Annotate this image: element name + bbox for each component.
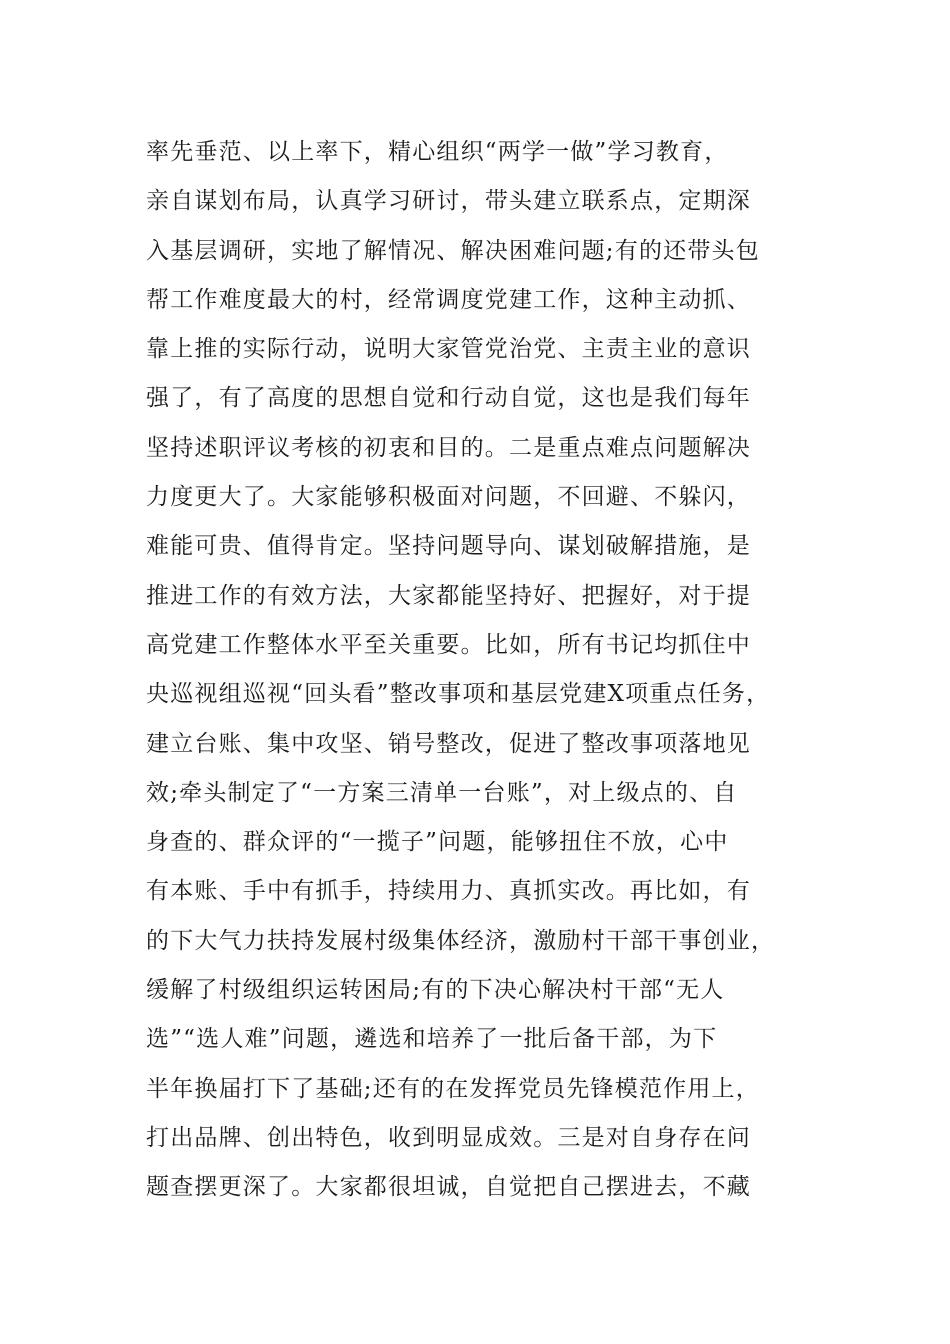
text-line: 坚持述职评议考核的初衷和目的。二是重点难点问题解决 (146, 434, 751, 461)
text-line: 题查摆更深了。大家都很坦诚，自觉把自己摆进去，不藏 (146, 1174, 751, 1201)
text-line: 力度更大了。大家能够积极面对问题，不回避、不躲闪， (146, 484, 751, 511)
text-line: 缓解了村级组织运转困局;有的下决心解决村干部“无人 (146, 977, 725, 1004)
text-line: 有本账、手中有抓手，持续用力、真抓实改。再比如，有 (146, 878, 751, 905)
body-text (146, 128, 846, 1213)
text-line: 帮工作难度最大的村，经常调度党建工作，这种主动抓、 (146, 286, 751, 313)
text-line: 打出品牌、创出特色，收到明显成效。三是对自身存在问 (146, 1124, 751, 1151)
text-line: 效;牵头制定了“一方案三清单一台账”，对上级点的、自 (146, 779, 738, 806)
text-line: 强了，有了高度的思想自觉和行动自觉，这也是我们每年 (146, 385, 751, 412)
text-line: 半年换届打下了基础;还有的在发挥党员先锋模范作用上， (146, 1075, 760, 1102)
text-line: 难能可贵、值得肯定。坚持问题导向、谋划破解措施，是 (146, 533, 751, 560)
text-line: 央巡视组巡视“回头看”整改事项和基层党建X项重点任务， (146, 681, 771, 708)
text-line: 靠上推的实际行动，说明大家管党治党、主责主业的意识 (146, 336, 751, 363)
text-line: 选”“选人难”问题，遴选和培养了一批后备干部，为下 (146, 1026, 718, 1053)
text-line: 身查的、群众评的“一揽子”问题，能够扭住不放，心中 (146, 829, 729, 856)
text-line: 率先垂范、以上率下，精心组织“两学一做”学习教育， (146, 139, 729, 165)
text-line: 的下大气力扶持发展村级集体经济，激励村干部干事创业， (146, 927, 776, 954)
text-line: 入基层调研，实地了解情况、解决困难问题;有的还带头包 (146, 237, 760, 264)
text-line: 建立台账、集中攻坚、销号整改，促进了整改事项落地见 (146, 730, 751, 757)
text-line: 亲自谋划布局，认真学习研讨，带头建立联系点，定期深 (146, 188, 751, 215)
text-line: 推进工作的有效方法，大家都能坚持好、把握好，对于提 (146, 582, 751, 609)
text-line: 高党建工作整体水平至关重要。比如，所有书记均抓住中 (146, 631, 751, 658)
